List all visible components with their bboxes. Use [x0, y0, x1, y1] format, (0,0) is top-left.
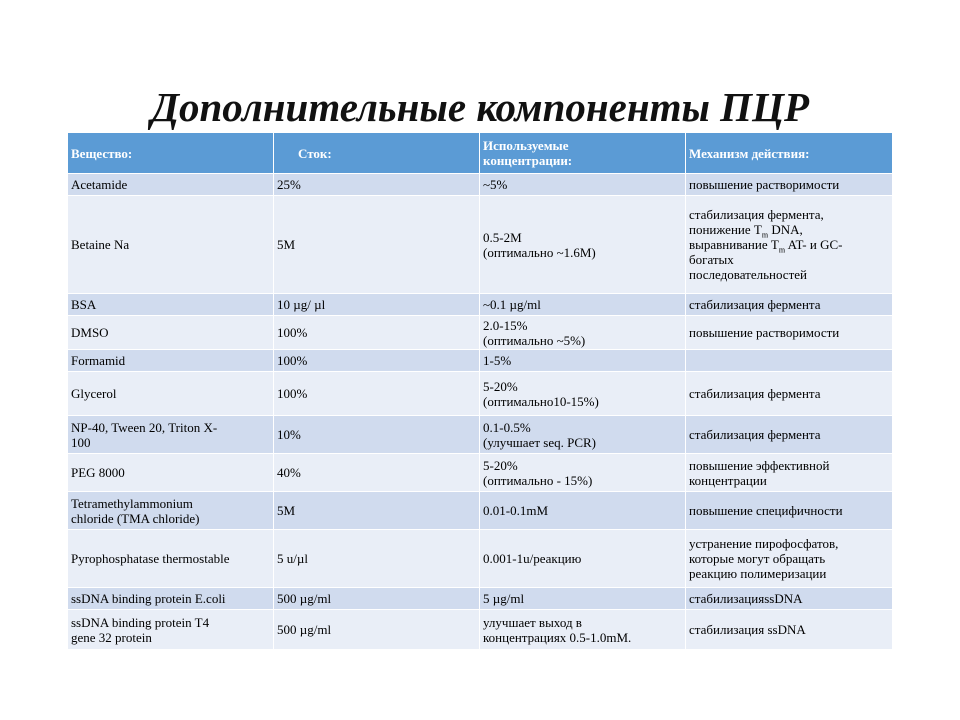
- table-row: [68, 416, 893, 454]
- cell-substance-line: ssDNA binding protein E.coli: [71, 591, 226, 606]
- cell-concentration-line: улучшает выход в: [483, 614, 582, 630]
- table-row: [68, 174, 893, 196]
- cell-stock: 10 µg/ µl: [274, 294, 480, 316]
- cell-mechanism-line: реакцию полимеризации: [689, 566, 827, 581]
- cell-concentration-line: 5-20%: [483, 378, 518, 394]
- table-row: [68, 610, 893, 650]
- cell-substance: [68, 294, 274, 316]
- cell-substance-line: Glycerol: [71, 386, 117, 401]
- cell-mechanism-line: выравнивание $T_m$ AT- и GC-: [689, 237, 843, 255]
- cell-mechanism: [686, 610, 893, 650]
- additives-table: [67, 132, 893, 650]
- cell-substance: [68, 372, 274, 416]
- table-row: [68, 294, 893, 316]
- cell-mechanism: [686, 294, 893, 316]
- table-row: [68, 588, 893, 610]
- header-substance: Вещество:: [68, 133, 274, 174]
- cell-stock: 5 u/µl: [274, 530, 480, 588]
- cell-mechanism: [686, 372, 893, 416]
- cell-substance: [68, 610, 274, 650]
- cell-mechanism: [686, 316, 893, 350]
- cell-mechanism-line: последовательностей: [689, 267, 807, 282]
- cell-substance-line: ssDNA binding protein T4: [71, 614, 210, 630]
- cell-mechanism: [686, 588, 893, 610]
- cell-stock: 100%: [274, 350, 480, 372]
- cell-mechanism: [686, 350, 893, 372]
- cell-substance-line: Acetamide: [71, 177, 128, 192]
- table-row: [68, 530, 893, 588]
- page-title: Дополнительные компоненты ПЦР: [150, 84, 810, 130]
- cell-concentration-line: концентрациях 0.5-1.0mM.: [483, 629, 632, 645]
- header-mechanism: Механизм действия:: [686, 133, 893, 174]
- cell-concentration-line: ~5%: [483, 177, 508, 192]
- cell-stock: 40%: [274, 454, 480, 492]
- cell-substance: [68, 316, 274, 350]
- cell-substance: [68, 174, 274, 196]
- cell-substance-line: Pyrophosphatase thermostable: [71, 551, 230, 566]
- cell-substance: [68, 492, 274, 530]
- cell-substance: [68, 454, 274, 492]
- cell-concentration-line: 5-20%: [483, 457, 518, 473]
- cell-concentration: [480, 350, 686, 372]
- cell-mechanism: [686, 454, 893, 492]
- cell-concentration-line: (оптимально - 15%): [483, 472, 593, 488]
- cell-substance-line: gene 32 protein: [71, 629, 152, 645]
- cell-concentration-line: 0.001-1u/реакцию: [483, 551, 582, 566]
- cell-concentration: [480, 416, 686, 454]
- cell-mechanism-line: стабилизация ssDNA: [689, 622, 806, 637]
- cell-concentration-line: 5 µg/ml: [483, 591, 525, 606]
- table-header-row: [68, 133, 893, 174]
- cell-substance: [68, 196, 274, 294]
- cell-concentration-line: ~0.1 µg/ml: [483, 297, 541, 312]
- cell-mechanism-line: богатых: [689, 252, 734, 267]
- cell-concentration: [480, 196, 686, 294]
- cell-substance-line: NP-40, Tween 20, Triton X-: [71, 419, 218, 435]
- cell-mechanism-line: понижение $T_m$ DNA,: [689, 222, 803, 240]
- cell-substance: [68, 416, 274, 454]
- cell-substance: [68, 588, 274, 610]
- cell-mechanism-line: повышение растворимости: [689, 177, 840, 192]
- cell-concentration-line: 0.5-2M: [483, 229, 522, 245]
- cell-mechanism-line: концентрации: [689, 472, 767, 488]
- cell-stock: 5M: [274, 492, 480, 530]
- cell-concentration: [480, 588, 686, 610]
- cell-concentration: [480, 454, 686, 492]
- cell-mechanism-line: повышение эффективной: [689, 457, 830, 473]
- cell-substance-line: chloride (TMA chloride): [71, 510, 200, 526]
- cell-concentration-line: 0.1-0.5%: [483, 419, 531, 435]
- table-row: [68, 454, 893, 492]
- cell-substance-line: DMSO: [71, 325, 109, 340]
- cell-stock: 100%: [274, 372, 480, 416]
- header-concentration-line1: Используемые: [483, 138, 569, 153]
- cell-mechanism-line: стабилизация фермента,: [689, 207, 824, 222]
- cell-concentration-line: 1-5%: [483, 353, 512, 368]
- cell-substance: [68, 530, 274, 588]
- cell-concentration: [480, 316, 686, 350]
- cell-concentration-line: 0.01-0.1mM: [483, 503, 548, 518]
- cell-substance: [68, 350, 274, 372]
- cell-concentration: [480, 530, 686, 588]
- cell-mechanism-line: стабилизация фермента: [689, 427, 821, 442]
- table-row: [68, 316, 893, 350]
- cell-concentration-line: (оптимально10-15%): [483, 393, 599, 409]
- cell-mechanism: [686, 416, 893, 454]
- cell-mechanism: [686, 174, 893, 196]
- cell-mechanism-line: стабилизация фермента: [689, 386, 821, 401]
- cell-stock: 500 µg/ml: [274, 588, 480, 610]
- table-row: [68, 492, 893, 530]
- table-row: [68, 372, 893, 416]
- cell-mechanism: [686, 196, 893, 294]
- cell-concentration: [480, 492, 686, 530]
- cell-substance-line: 100: [71, 434, 91, 450]
- cell-mechanism: [686, 530, 893, 588]
- cell-concentration-line: (оптимально ~1.6M): [483, 244, 596, 260]
- cell-stock: 100%: [274, 316, 480, 350]
- cell-concentration: [480, 610, 686, 650]
- header-stock: Сток:: [274, 133, 480, 174]
- cell-concentration-line: (улучшает seq. PCR): [483, 434, 596, 450]
- table-row: [68, 350, 893, 372]
- cell-concentration: [480, 372, 686, 416]
- cell-substance-line: BSA: [71, 297, 97, 312]
- cell-stock: 25%: [274, 174, 480, 196]
- cell-mechanism: [686, 492, 893, 530]
- cell-mechanism-line: стабилизация фермента: [689, 297, 821, 312]
- header-concentration-line2: концентрации:: [483, 153, 573, 168]
- cell-stock: 500 µg/ml: [274, 610, 480, 650]
- cell-stock: 10%: [274, 416, 480, 454]
- cell-mechanism-line: повышение специфичности: [689, 503, 843, 518]
- cell-concentration-line: 2.0-15%: [483, 317, 528, 333]
- cell-substance-line: Tetramethylammonium: [71, 495, 193, 511]
- cell-mechanism-line: устранение пирофосфатов,: [689, 536, 839, 551]
- cell-substance-line: Formamid: [71, 353, 126, 368]
- table-row: [68, 196, 893, 294]
- cell-concentration-line: (оптимально ~5%): [483, 332, 586, 348]
- cell-substance-line: PEG 8000: [71, 465, 125, 480]
- cell-mechanism-line: повышение растворимости: [689, 325, 840, 340]
- cell-concentration: [480, 174, 686, 196]
- cell-concentration: [480, 294, 686, 316]
- cell-substance-line: Betaine Na: [71, 237, 130, 252]
- cell-stock: 5M: [274, 196, 480, 294]
- cell-mechanism-line: стабилизацияssDNA: [689, 591, 803, 606]
- header-concentration: [480, 133, 686, 174]
- cell-mechanism-line: которые могут обращать: [689, 551, 826, 566]
